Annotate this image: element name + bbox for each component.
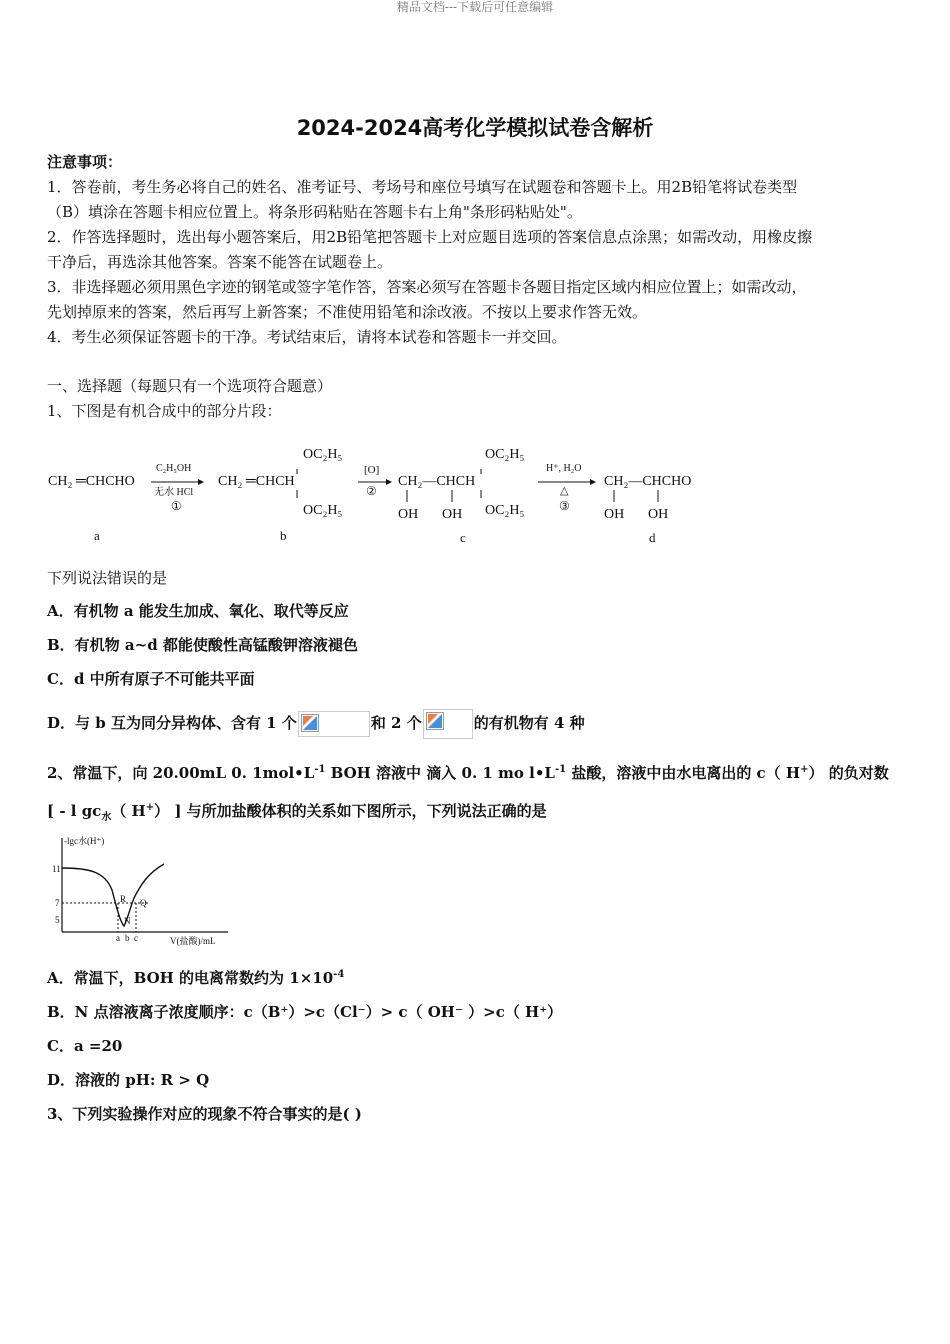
- missing-image-icon: [298, 711, 370, 737]
- c-oh-2: OH: [442, 507, 463, 522]
- b-oet-bottom: OC₂H₅: [303, 503, 343, 518]
- q2-option-d: D．溶液的 pH: R > Q: [47, 1071, 210, 1089]
- label-c: c: [460, 530, 466, 545]
- note-4: 4．考生必须保证答题卡的干净。考试结束后，请将本试卷和答题卡一并交回。: [47, 328, 567, 346]
- point-r: R: [120, 894, 127, 904]
- q2-option-b: B．N 点溶液离子浓度顺序：c（B⁺）>c（Cl⁻）> c（ OH⁻ ）>c（ H⁺）: [47, 1003, 563, 1021]
- q2-l2-sub: 水: [101, 812, 112, 823]
- q2-l1-sup3: +: [800, 764, 809, 775]
- compound-a: CH₂ ═CHCHO: [48, 474, 135, 489]
- page-header: 精品文档---下载后可任意编辑: [396, 0, 554, 14]
- c-oet-bottom: OC₂H₅: [485, 503, 525, 518]
- note-1a: 1．答卷前，考生务必将自己的姓名、准考证号、考场号和座位号填写在试题卷和答题卡上。用2B铅笔将试卷类型: [47, 178, 798, 196]
- q2-option-a: [47, 969, 344, 987]
- label-a: a: [94, 528, 100, 543]
- d-oh-1: OH: [604, 507, 625, 522]
- note-3a: 3．非选择题必须用黑色字迹的钢笔或签字笔作答，答案必须写在答题卡各题目指定区域内相应位置上；如需改动，: [47, 278, 807, 296]
- q2-l2-sup: +: [145, 802, 155, 813]
- d-oh-2: OH: [648, 507, 669, 522]
- reagent-1-top: C₂H₅OH: [156, 463, 192, 474]
- label-d: d: [649, 530, 656, 545]
- tick-b: b: [125, 933, 130, 943]
- q2-l2-mid: （ H: [111, 802, 146, 820]
- q1-d-pre: D．与 b 互为同分异构体、含有 1 个: [47, 714, 297, 732]
- q2-a-sup: -4: [333, 969, 345, 980]
- step-2-number: ②: [366, 484, 377, 498]
- titration-graph: [50, 830, 240, 950]
- page-title: 2024-2024高考化学模拟试卷含解析: [296, 116, 654, 140]
- q2-option-c: C．a =20: [47, 1037, 123, 1055]
- q3-stem: 3、下列实验操作对应的现象不符合事实的是( ): [47, 1105, 362, 1123]
- reagent-3-heat: △: [560, 485, 569, 497]
- reagent-3-top: H⁺, H₂O: [546, 463, 582, 474]
- titration-curve: [62, 864, 164, 926]
- step-3-number: ③: [559, 499, 570, 513]
- q2-l2-pre: [ - l gc: [47, 802, 102, 820]
- tick-11: 11: [52, 864, 61, 874]
- q1-d-post: 的有机物有 4 种: [473, 714, 585, 732]
- note-3b: 先划掉原来的答案，然后再写上新答案；不准使用铅笔和涂改液。不按以上要求作答无效。: [47, 303, 648, 321]
- missing-image-icon: [423, 709, 473, 739]
- notes-heading: 注意事项：: [47, 153, 123, 171]
- q2-line-1: [47, 764, 889, 782]
- compound-c: CH₂—CHCH: [398, 474, 476, 489]
- note-2a: 2．作答选择题时，选出每小题答案后，用2B铅笔把答题卡上对应题目选项的答案信息点涂黑；如需改动，用橡皮擦: [47, 228, 813, 246]
- q1-prompt: 下列说法错误的是: [47, 569, 168, 587]
- q2-a-pre: A．常温下，BOH 的电离常数约为 1×10: [47, 969, 334, 987]
- reaction-scheme: [48, 438, 718, 550]
- tick-7: 7: [55, 898, 60, 908]
- q2-l1-end: ） 的负对数: [808, 764, 889, 782]
- q1-stem: 1、下图是有机合成中的部分片段：: [47, 402, 282, 420]
- note-1b: （B）填涂在答题卡相应位置上。将条形码粘贴在答题卡右上角"条形码粘贴处"。: [47, 203, 582, 221]
- compound-b: CH₂ ═CHCH: [218, 474, 295, 489]
- q2-l1-pre: 2、常温下，向 20.00mL 0. 1mol•L: [47, 764, 315, 782]
- tick-a: a: [116, 933, 120, 943]
- label-b: b: [280, 528, 287, 543]
- q2-l2-post: ） ] 与所加盐酸体积的关系如下图所示，下列说法正确的是: [154, 802, 547, 820]
- q1-option-b: B．有机物 a~d 都能使酸性高锰酸钾溶液褪色: [47, 636, 358, 654]
- q1-option-d: [47, 708, 585, 739]
- q1-d-mid: 和 2 个: [370, 714, 422, 732]
- q2-l1-sup1: -1: [314, 764, 326, 775]
- q1-option-a: A．有机物 a 能发生加成、氧化、取代等反应: [47, 602, 349, 620]
- q2-l1-sup2: -1: [554, 764, 567, 775]
- point-q: Q: [140, 898, 147, 908]
- note-2b: 干净后，再选涂其他答案。答案不能答在试题卷上。: [47, 253, 393, 271]
- q2-l1-post: 盐酸，溶液中由水电离出的 c（ H: [566, 764, 801, 782]
- compound-d: CH₂—CHCHO: [604, 474, 692, 489]
- section-heading: 一、选择题（每题只有一个选项符合题意）: [47, 377, 333, 395]
- reagent-2-top: [O]: [364, 464, 380, 476]
- c-oet-top: OC₂H₅: [485, 447, 525, 462]
- graph-x-label: V(盐酸)/mL: [170, 936, 216, 946]
- b-oet-top: OC₂H₅: [303, 447, 343, 462]
- step-1-number: ①: [171, 499, 182, 513]
- q1-option-c: C．d 中所有原子不可能共平面: [47, 670, 255, 688]
- c-oh-1: OH: [398, 507, 419, 522]
- reagent-1-bottom: 无水 HCl: [154, 487, 194, 498]
- graph-y-label: -lgc水(H⁺): [64, 836, 105, 846]
- tick-5: 5: [55, 915, 60, 925]
- q2-l1-mid: BOH 溶液中 滴入 0. 1 mo l•L: [325, 764, 555, 782]
- point-n: N: [124, 916, 131, 926]
- q2-line-2: [47, 802, 547, 823]
- tick-c: c: [134, 933, 138, 943]
